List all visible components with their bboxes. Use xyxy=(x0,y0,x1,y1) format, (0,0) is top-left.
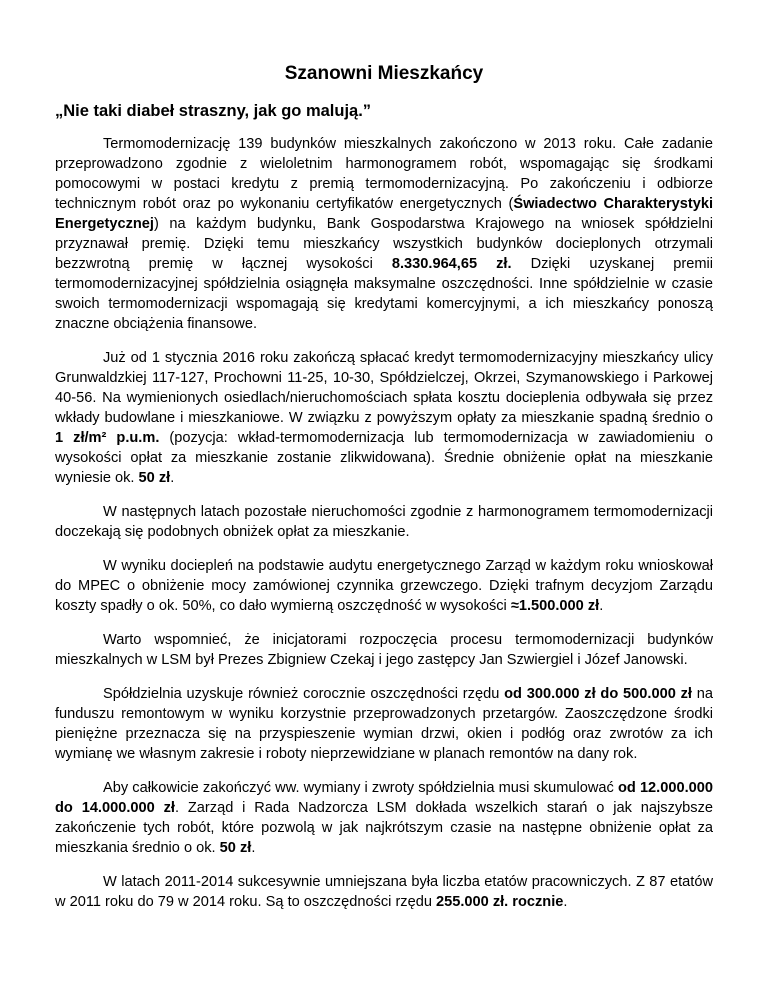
p2-text-1: Już od 1 stycznia 2016 roku zakończą spłacać kredyt termomodernizacyjny mieszkańcy ulicy Grunwaldzkiej 117-127, Prochowni 11-25, 10-30, Spółdzielczej, Okrzei, Szymanowskiego i Parkowej 40-56. Na wymienionych osiedlach/nieruchomościach spłata kosztu docieplenia odbywała się przez wkłady budowlane i mieszkaniowe. W związku z powyższym opłaty za mieszkanie spadną średnio o xyxy=(55,350,713,426)
p7-text-1: Aby całkowicie zakończyć ww. wymiany i zwroty spółdzielnia musi skumulować xyxy=(103,780,618,796)
paragraph-8 xyxy=(55,872,713,912)
p1-bold-2: 8.330.964,65 zł. xyxy=(391,256,512,272)
p8-text-2: . xyxy=(563,894,568,910)
p8-bold-1: 255.000 zł. rocznie xyxy=(436,894,564,910)
p7-text-2: . Zarząd i Rada Nadzorcza LSM dokłada wszelkich starań o jak najszybsze zakończenie tych robót, które pozwolą w jak najkrótszym czasie na następne obniżenie opłat za mieszkania średnio o ok. xyxy=(55,800,713,856)
p6-bold-1: od 300.000 zł do 500.000 zł xyxy=(504,686,692,702)
paragraph-5 xyxy=(55,630,713,670)
p1-text-1: Termomodernizację 139 budynków mieszkalnych zakończono w 2013 roku. Całe zadanie przeprowadzono zgodnie z wieloletnim harmonogramem robót, wspomagając się środkami pomocowymi w postaci kredytu z premią termomodernizacyjną. Po zakończeniu i odbiorze technicznym robót oraz po wykonaniu certyfikatów energetycznych ( xyxy=(55,136,713,212)
p7-text-3: . xyxy=(251,840,256,856)
paragraph-6 xyxy=(55,684,713,764)
paragraph-7 xyxy=(55,778,713,858)
paragraph-3 xyxy=(55,502,713,542)
p6-text-2: na funduszu remontowym w wyniku korzystnie przeprowadzonych przetargów. Zaoszczędzone środki pieniężne przeznacza się na przyspieszenie wymian drzwi, okien i podłóg oraz zwrotów za ich wymianę we własnym zakresie i roboty nieprzewidziane w planach remontów na dany rok. xyxy=(55,686,713,762)
p2-text-2: (pozycja: wkład-termomodernizacja lub termomodernizacja w zawiadomieniu o wysokości opłat za mieszkanie zostanie zlikwidowana). Średnie obniżenie opłat na mieszkanie wyniesie ok. xyxy=(55,430,714,486)
p7-bold-2: 50 zł xyxy=(219,840,252,856)
paragraph-4 xyxy=(55,556,713,616)
p5-text-1: Warto wspomnieć, że inicjatorami rozpoczęcia procesu termomodernizacji budynków mieszkalnych w LSM był Prezes Zbigniew Czekaj i jego zastępcy Jan Szwiergiel i Józef Janowski. xyxy=(55,632,713,668)
paragraph-1 xyxy=(55,134,713,334)
p1-bold-1: Świadectwo Charakterystyki Energetycznej xyxy=(55,196,713,232)
p6-text-1: Spółdzielnia uzyskuje również corocznie oszczędności rzędu xyxy=(103,686,505,702)
p2-text-3: . xyxy=(170,470,175,486)
p8-text-1: W latach 2011-2014 sukcesywnie umniejszana była liczba etatów pracowniczych. Z 87 etatów w 2011 roku do 79 w 2014 roku. Są to oszczędności rzędu xyxy=(55,874,713,910)
page-subtitle: „Nie taki diabeł straszny, jak go malują.” xyxy=(55,102,372,120)
p2-bold-1: 1 zł/m² p.u.m. xyxy=(55,430,160,446)
p3-text-1: W następnych latach pozostałe nieruchomości zgodnie z harmonogramem termomodernizacji doczekają się podobnych obniżek opłat za mieszkanie. xyxy=(55,504,713,540)
p4-text-1: W wyniku dociepleń na podstawie audytu energetycznego Zarząd w każdym roku wnioskował do MPEC o obniżenie mocy zamówionej czynnika grzewczego. Dzięki trafnym decyzjom Zarządu koszty spadły o ok. 50%, co dało wymierną oszczędność w wysokości xyxy=(55,558,713,614)
p2-bold-2: 50 zł xyxy=(138,470,171,486)
page-title: Szanowni Mieszkańcy xyxy=(284,63,484,84)
p7-bold-1: od 12.000.000 do 14.000.000 zł xyxy=(55,780,713,816)
p4-bold-1: ≈1.500.000 zł xyxy=(510,598,600,614)
paragraph-2 xyxy=(55,348,713,488)
p4-text-2: . xyxy=(599,598,604,614)
p1-text-3: Dzięki uzyskanej premii termomodernizacyjnej spółdzielnia osiągnęła maksymalne oszczędności. Inne spółdzielnie w czasie swoich termomodernizacji wspomagają się kredytami komercyjnymi, a ich mieszkańcy ponoszą znaczne obciążenia finansowe. xyxy=(55,256,713,332)
p1-text-2: ) na każdym budynku, Bank Gospodarstwa Krajowego na wniosek spółdzielni przyznawał premię. Dzięki temu mieszkańcy wszystkich budynków docieplonych otrzymali bezzwrotną premię w łącznej wysokości xyxy=(55,216,713,272)
